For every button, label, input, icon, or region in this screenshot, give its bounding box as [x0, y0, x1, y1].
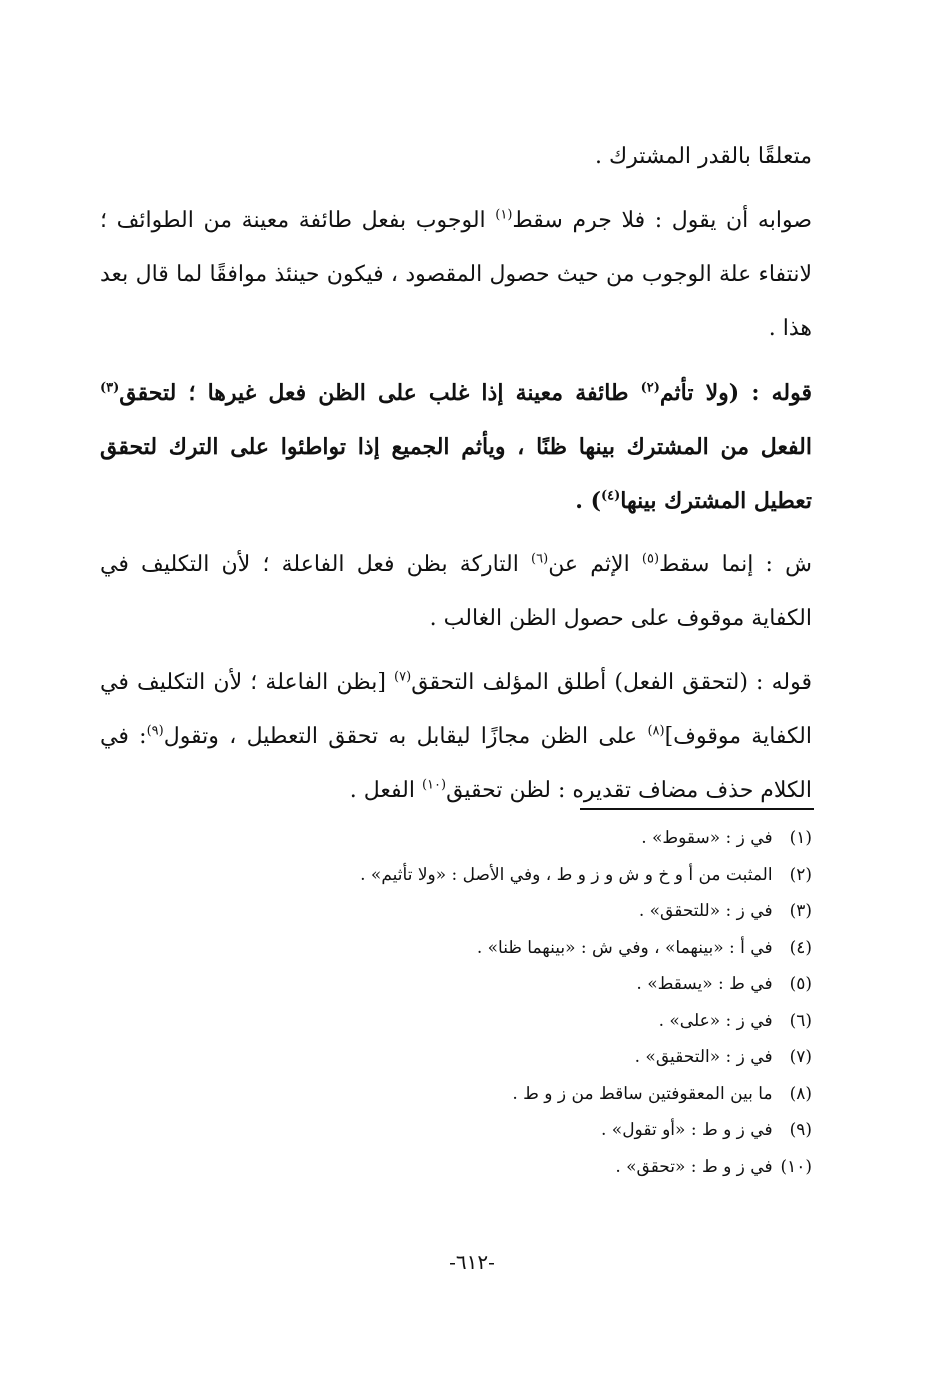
footnote-text: في ز : «سقوط» .	[641, 828, 773, 848]
paragraph-text: صوابه أن يقول : فلا جرم سقط	[512, 208, 813, 233]
footnote-ref: (٧)	[394, 669, 412, 685]
footnote-2	[100, 857, 812, 894]
footnote-ref: (٤)	[600, 488, 621, 504]
footnote-text: في ز و ط : «أو تقول» .	[601, 1120, 773, 1140]
footnote-ref: (٥)	[641, 551, 660, 567]
footnote-ref: (٩)	[146, 723, 164, 739]
paragraph-text: : في الكلام حذف مضاف تقديره : لظن تحقيق	[100, 724, 812, 803]
footnote-number: (١٠)	[780, 1156, 812, 1177]
paragraph-text: ش : إنما سقط	[659, 552, 812, 577]
footnote-number: (٩)	[789, 1120, 812, 1140]
footnote-number: (٤)	[789, 937, 812, 958]
footnote-ref: (٢)	[640, 380, 660, 396]
footnote-6	[100, 1003, 812, 1040]
footnote-number: (١)	[789, 828, 812, 848]
footnote-1	[100, 820, 812, 857]
paragraph-text: طائفة معينة إذا غلب على الظن فعل غيرها ؛ لتحقق	[119, 380, 641, 406]
footnote-9	[100, 1112, 812, 1149]
paragraph-text: على الظن مجازًا ليقابل به تحقق التعطيل ، وتقول	[163, 724, 648, 749]
footnote-ref: (١)	[495, 207, 513, 223]
footnote-5	[100, 966, 812, 1003]
paragraph-text: الفعل .	[349, 778, 422, 803]
footnote-3	[100, 893, 812, 930]
paragraph-5	[100, 656, 812, 818]
footnote-ref: (٣)	[100, 380, 120, 396]
footnote-ref: (١٠)	[421, 777, 447, 793]
paragraph-3	[100, 366, 812, 528]
footnote-number: (٦)	[789, 1010, 812, 1031]
footnote-10	[100, 1149, 812, 1186]
paragraph-text: قوله : (لتحقق الفعل) أطلق المؤلف التحقق	[411, 670, 812, 695]
paragraph-text: متعلقًا بالقدر المشترك .	[594, 144, 812, 169]
paragraph-1	[100, 130, 812, 184]
footnote-number: (٣)	[789, 901, 812, 921]
footnotes	[100, 820, 812, 1185]
paragraph-text: ) .	[575, 488, 601, 514]
footnote-number: (٢)	[789, 864, 812, 885]
footnote-7	[100, 1039, 812, 1076]
paragraph-text: الفعل من المشترك بينها ظنًا ، ويأثم الجميع إذا تواطئوا على الترك لتحقق تعطيل المشترك بينها	[100, 434, 812, 514]
footnote-text: في ط : «يسقط» .	[636, 974, 773, 994]
main-text	[100, 130, 812, 828]
footnote-ref: (٨)	[647, 723, 665, 739]
footnote-number: (٨)	[789, 1083, 812, 1104]
paragraph-2	[100, 194, 812, 356]
paragraph-text: الإثم عن	[548, 552, 642, 577]
footnote-4	[100, 930, 812, 967]
footnote-ref: (٦)	[531, 551, 549, 567]
footnote-text: في أ : «بينهما» ، وفي ش : «بينهما ظنا» .	[476, 937, 773, 958]
footnote-text: في ز و ط : «تحقق» .	[615, 1156, 773, 1177]
paragraph-text: التاركة بظن فعل الفاعلة ؛ لأن التكليف في الكفاية موقوف على حصول الظن الغالب .	[100, 552, 812, 631]
page-number: -٦١٢-	[449, 1250, 495, 1274]
paragraph-text: [بظن الفاعلة ؛ لأن التكليف في الكفاية موقوف]	[100, 670, 812, 749]
paragraph-text: الوجوب بفعل طائفة معينة من الطوائف ؛ لانتفاء علة الوجوب من حيث حصول المقصود ، فيكون حينئذ موافقًا لما قال بعد هذا .	[100, 208, 812, 341]
footnote-number: (٥)	[789, 974, 812, 994]
footnote-text: في ز : «على» .	[658, 1010, 773, 1031]
paragraph-text: قوله : (ولا تأثم	[659, 380, 813, 406]
footnote-text: في ز : «التحقيق» .	[634, 1047, 773, 1067]
footnote-text: في ز : «للتحقق» .	[638, 901, 773, 921]
footnote-text: المثبت من أ و خ و ش و ز و ط ، وفي الأصل : «ولا تأثيم» .	[360, 864, 773, 885]
footnote-number: (٧)	[789, 1047, 812, 1067]
footnote-separator	[580, 808, 814, 810]
paragraph-4	[100, 538, 812, 646]
footnote-8	[100, 1076, 812, 1113]
footnote-text: ما بين المعقوفتين ساقط من ز و ط .	[512, 1083, 773, 1104]
